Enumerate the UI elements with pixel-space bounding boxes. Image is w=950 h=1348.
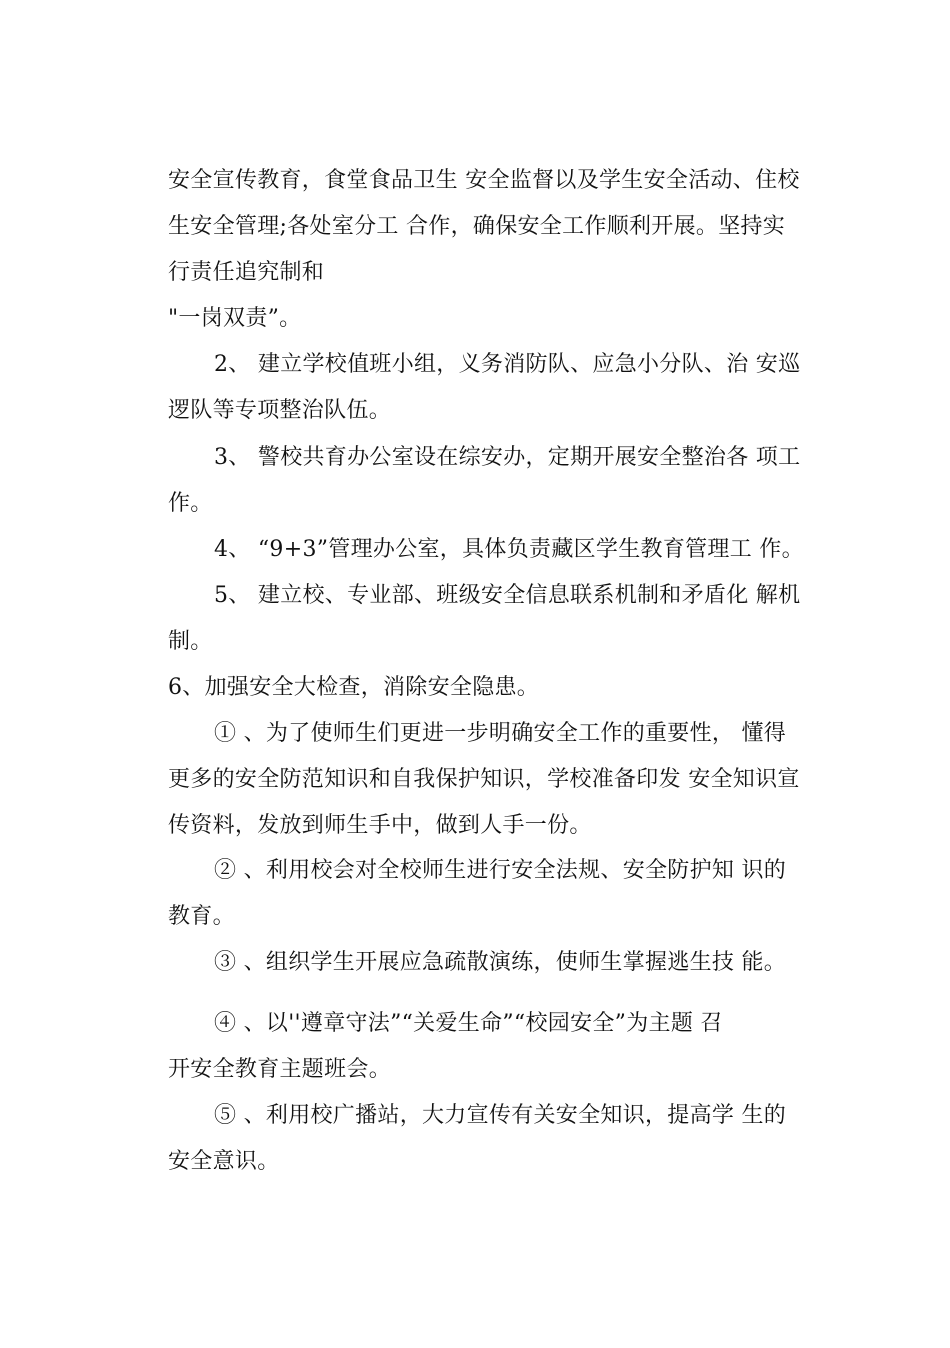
text-line: 传资料，发放到师生手中，做到人手一份。	[168, 813, 592, 838]
text-line: 作。	[168, 491, 213, 516]
text-line: ② 、利用校会对全校师生进行安全法规、安全防护知 识的	[214, 858, 787, 883]
text-line: 3、 警校共育办公室设在综安办，定期开展安全整治各 项工	[214, 445, 801, 470]
text-line: 逻队等专项整治队伍。	[168, 398, 392, 423]
text-line: 行责任追究制和	[168, 260, 325, 285]
text-line: 2、 建立学校值班小组，义务消防队、应急小分队、治 安巡	[214, 352, 801, 377]
text-line: 5、 建立校、专业部、班级安全信息联系机制和矛盾化 解机	[214, 583, 801, 608]
text-line: ① 、为了使师生们更进一步明确安全工作的重要性， 懂得	[214, 721, 787, 746]
text-line: ③ 、组织学生开展应急疏散演练，使师生掌握逃生技 能。	[214, 950, 787, 975]
text-line: 教育。	[168, 904, 235, 929]
text-line: 安全宣传教育，食堂食品卫生 安全监督以及学生安全活动、住校	[168, 168, 800, 193]
text-line: "一岗双责”。	[168, 306, 302, 331]
text-line: 生安全管理;各处室分工 合作，确保安全工作顺利开展。坚持实	[168, 214, 786, 239]
text-line: ⑤ 、利用校广播站，大力宣传有关安全知识，提高学 生的	[214, 1103, 787, 1128]
text-line: 制。	[168, 629, 213, 654]
text-line: 4、 “9+3”管理办公室，具体负责藏区学生教育管理工 作。	[214, 537, 804, 562]
text-line: 安全意识。	[168, 1149, 280, 1174]
text-line: 更多的安全防范知识和自我保护知识，学校准备印发 安全知识宣	[168, 767, 800, 792]
text-line: 开安全教育主题班会。	[168, 1057, 392, 1082]
text-line: ④ 、以''遵章守法”“关爱生命”“校园安全”为主题 召	[214, 1011, 723, 1036]
text-line: 6、加强安全大检查，消除安全隐患。	[168, 675, 540, 700]
